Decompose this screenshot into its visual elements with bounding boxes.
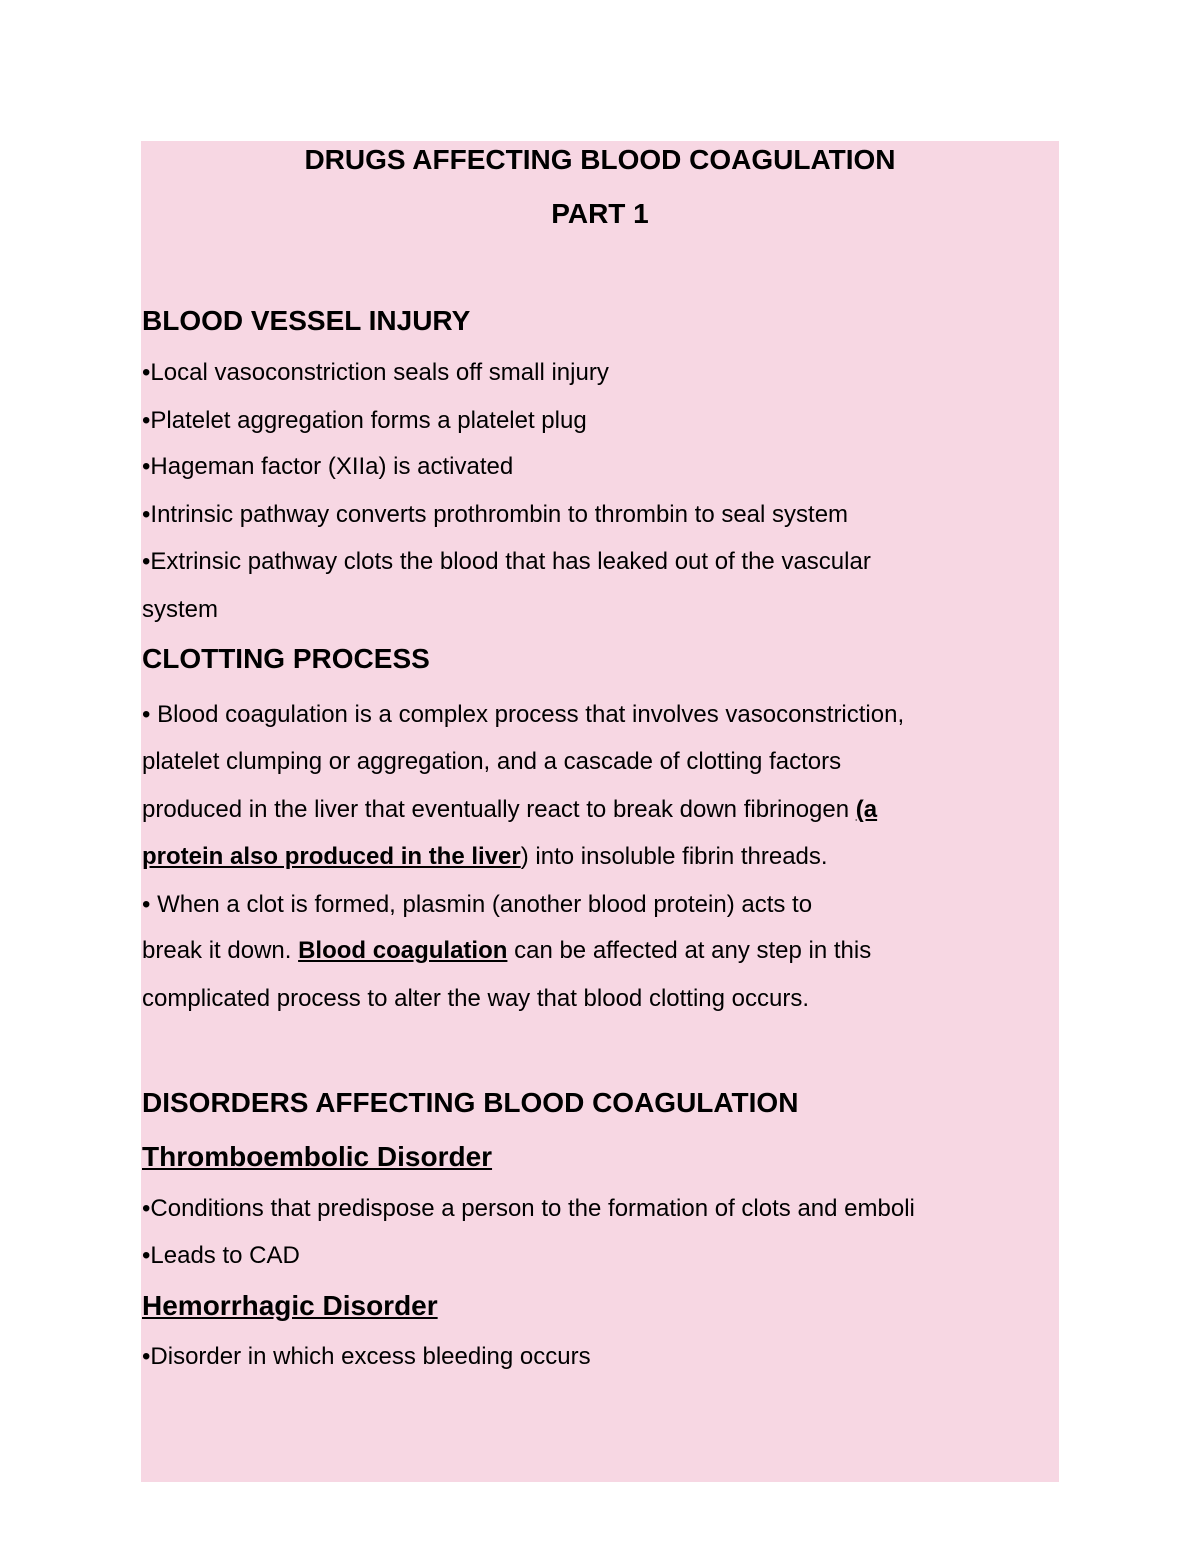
paragraph-line: • Blood coagulation is a complex process that involves vasoconstriction, [142, 701, 905, 728]
underlined-bold-phrase: Blood coagulation [298, 937, 508, 964]
paragraph-line: • When a clot is formed, plasmin (another blood protein) acts to [142, 891, 813, 918]
list-item-continuation: system [142, 596, 219, 623]
list-item: •Extrinsic pathway clots the blood that has leaked out of the vascular [142, 548, 871, 575]
paragraph-line [142, 794, 877, 826]
underlined-bold-phrase: (a [855, 796, 878, 823]
list-item: •Leads to CAD [142, 1242, 300, 1269]
document-title: DRUGS AFFECTING BLOOD COAGULATION [304, 144, 896, 175]
section-heading-blood-vessel-injury: BLOOD VESSEL INJURY [142, 305, 471, 336]
list-item: •Local vasoconstriction seals off small injury [142, 359, 609, 386]
section-heading-disorders: DISORDERS AFFECTING BLOOD COAGULATION [142, 1087, 799, 1118]
paragraph-text: produced in the liver that eventually react to break down fibrinogen [142, 796, 856, 823]
paragraph-line [142, 841, 828, 873]
list-item: •Disorder in which excess bleeding occurs [142, 1343, 591, 1370]
list-item: •Intrinsic pathway converts prothrombin to thrombin to seal system [142, 501, 849, 528]
section-heading-clotting-process: CLOTTING PROCESS [142, 643, 430, 674]
paragraph-text: can be affected at any step in this [507, 937, 872, 964]
paragraph-line: complicated process to alter the way that blood clotting occurs. [142, 985, 810, 1012]
paragraph-line: platelet clumping or aggregation, and a cascade of clotting factors [142, 748, 842, 775]
list-item: •Hageman factor (XIIa) is activated [142, 453, 514, 480]
subsection-heading-hemorrhagic: Hemorrhagic Disorder [142, 1290, 438, 1321]
list-item: •Conditions that predispose a person to the formation of clots and emboli [142, 1195, 915, 1222]
paragraph-text: ) into insoluble fibrin threads. [520, 843, 828, 870]
list-item: •Platelet aggregation forms a platelet plug [142, 407, 587, 434]
underlined-bold-phrase: protein also produced in the liver [142, 843, 521, 870]
subsection-heading-thromboembolic: Thromboembolic Disorder [142, 1141, 493, 1172]
paragraph-line [142, 935, 871, 967]
document-subtitle-part: PART 1 [551, 198, 649, 229]
paragraph-text: break it down. [142, 937, 299, 964]
